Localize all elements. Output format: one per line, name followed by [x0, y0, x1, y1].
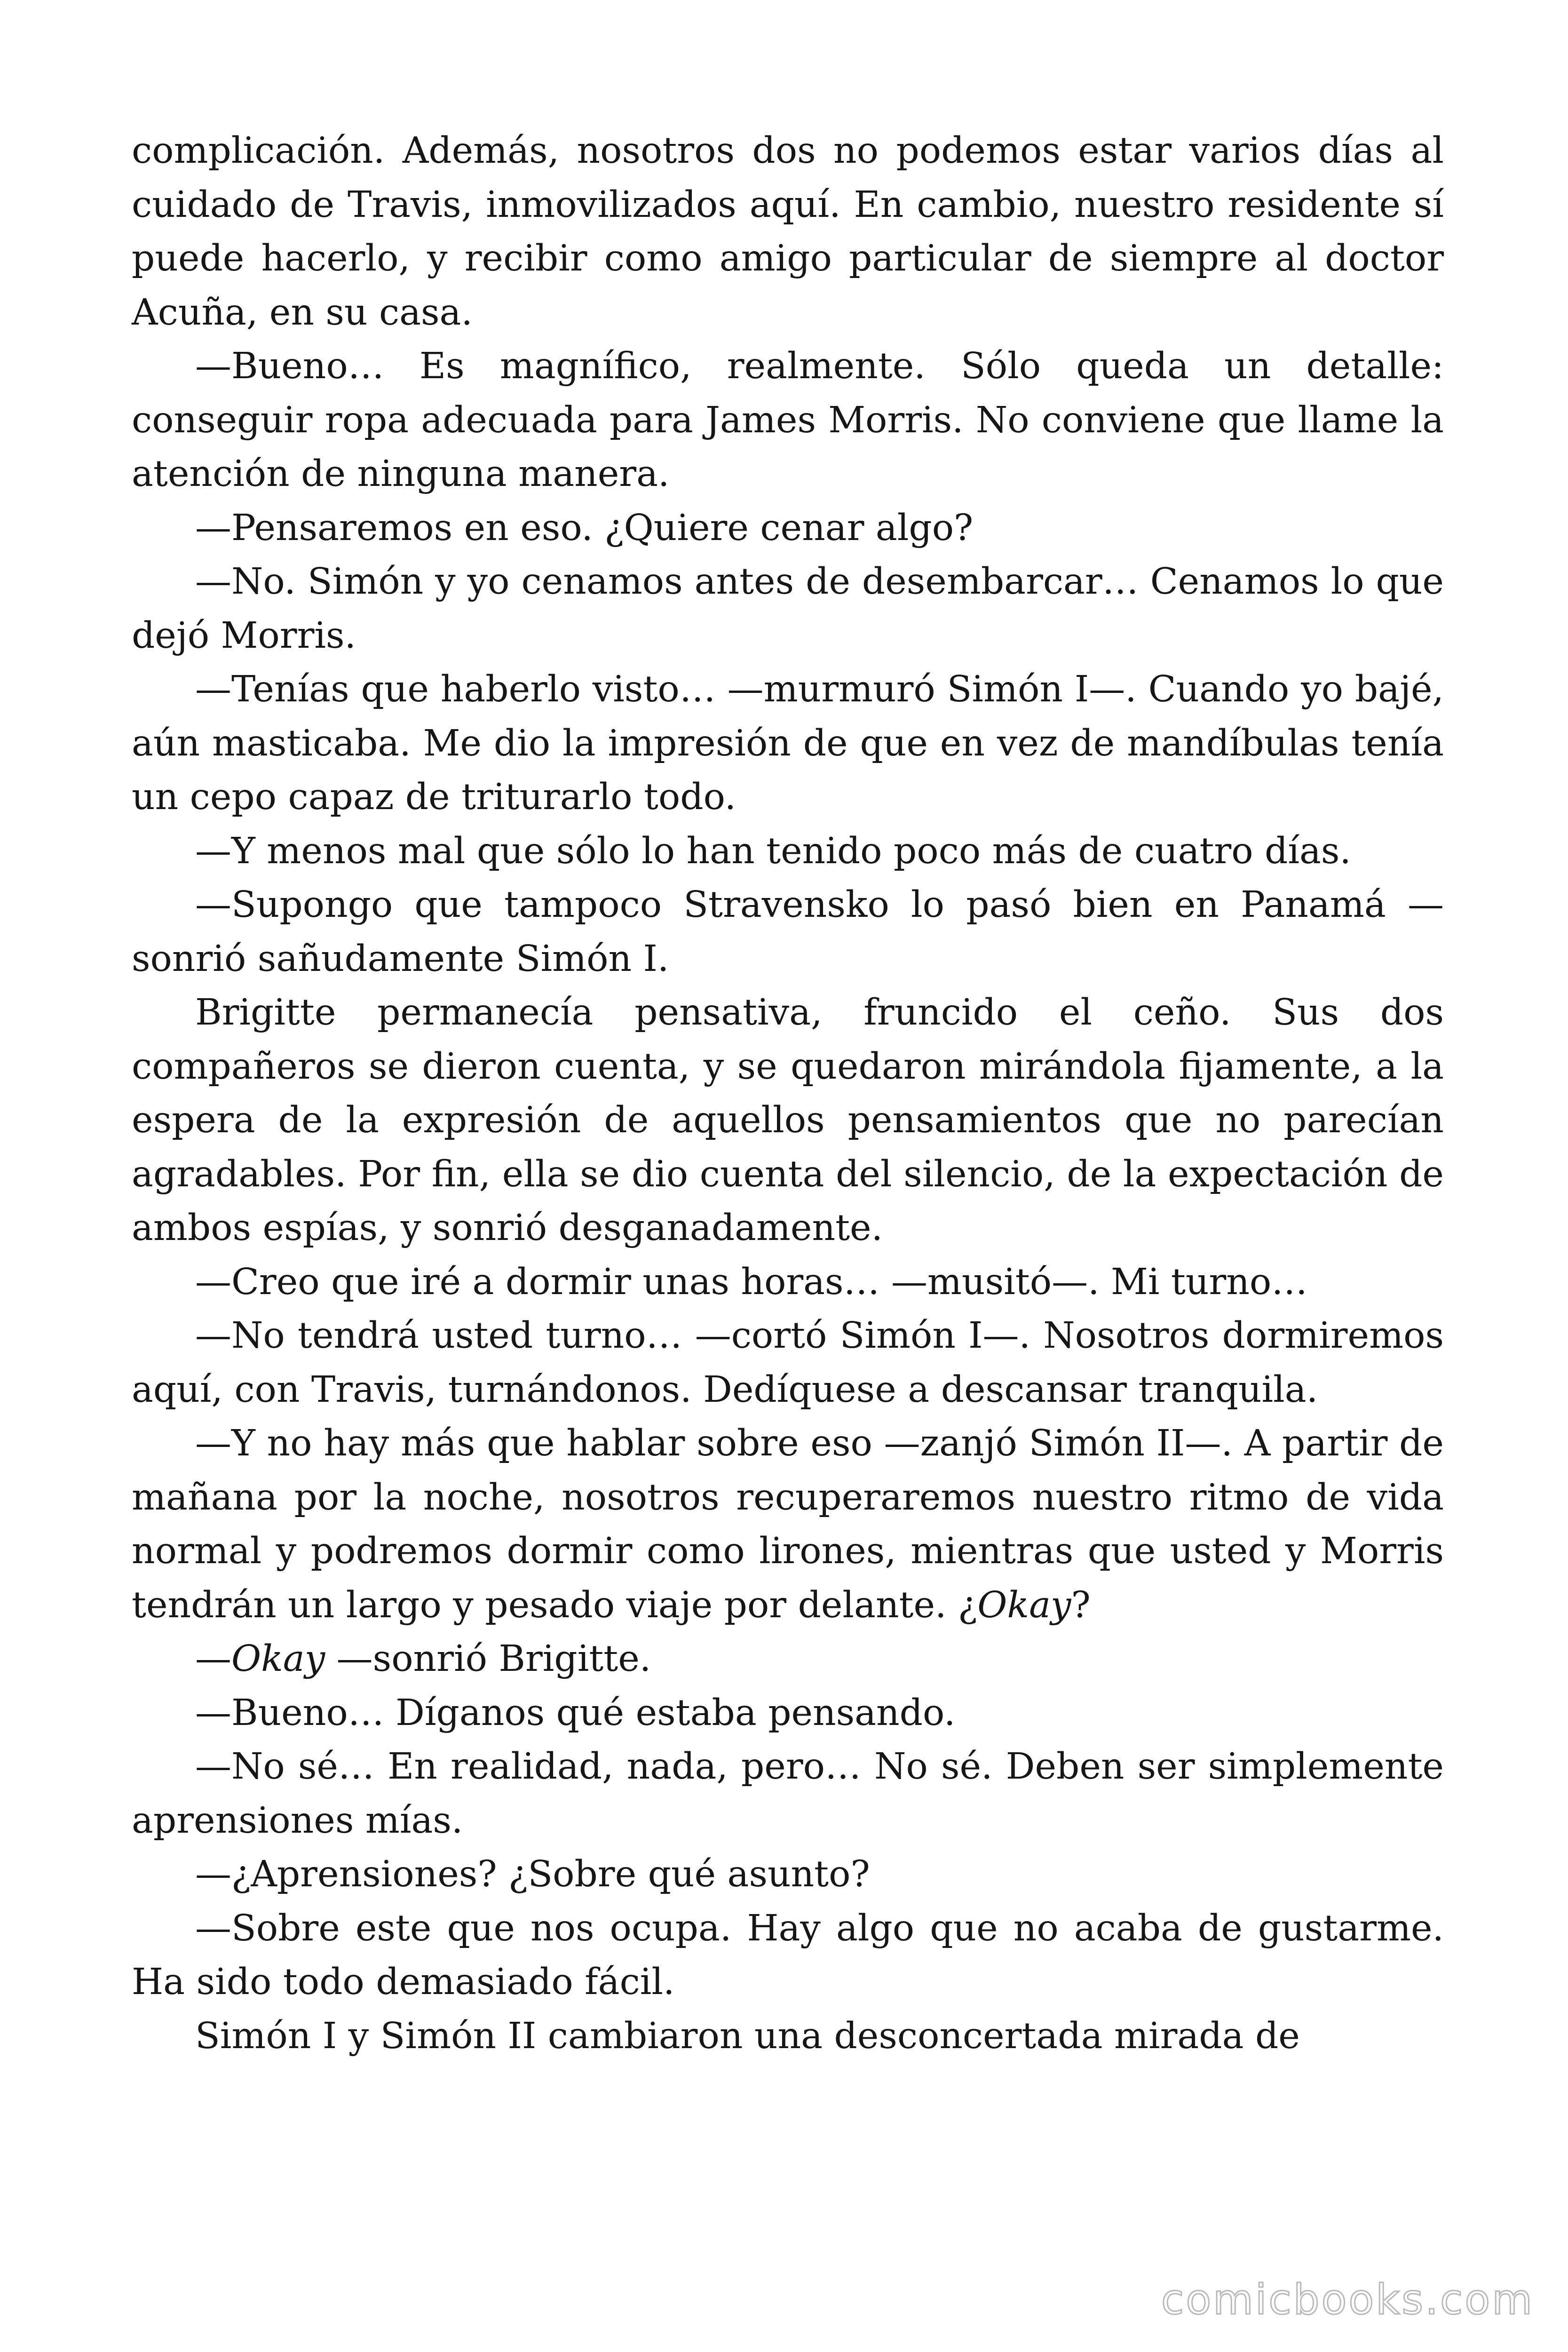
paragraph-text: —Y menos mal que sólo lo han tenido poco más de cuatro días.	[195, 830, 1351, 872]
paragraph-text: —Pensaremos en eso. ¿Quiere cenar algo?	[195, 507, 974, 549]
book-page-text	[132, 124, 1444, 2063]
paragraph-text: —Creo que iré a dormir unas horas… —musitó—. Mi turno…	[195, 1261, 1308, 1303]
italic-text: Okay	[977, 1584, 1071, 1626]
paragraph	[132, 825, 1444, 879]
paragraph-text: —Y no hay más que hablar sobre eso —zanjó Simón II—. A partir de mañana por la noche, nosotros recuperaremos nuestro ritmo de vida normal y podremos dormir como lirones, mientras que usted y Morris tendrán un largo y pesado viaje por delante. ¿	[132, 1422, 1444, 1626]
paragraph-text: —No tendrá usted turno… —cortó Simón I—. Nosotros dormiremos aquí, con Travis, turnándonos. Dedíquese a descansar tranquila.	[132, 1315, 1444, 1411]
paragraph-text: —Bueno… Es magnífico, realmente. Sólo queda un detalle: conseguir ropa adecuada para James Morris. No conviene que llame la atención de ninguna manera.	[132, 345, 1444, 495]
paragraph-text: complicación. Además, nosotros dos no podemos estar varios días al cuidado de Travis, inmovilizados aquí. En cambio, nuestro residente sí puede hacerlo, y recibir como amigo particular de siempre al doctor Acuña, en su casa.	[132, 130, 1444, 334]
paragraph	[132, 663, 1444, 825]
paragraph	[132, 1255, 1444, 1310]
paragraph	[132, 1848, 1444, 1902]
paragraph-text: —¿Aprensiones? ¿Sobre qué asunto?	[195, 1853, 870, 1895]
paragraph-text: —Sobre este que nos ocupa. Hay algo que no acaba de gustarme. Ha sido todo demasiado fácil.	[132, 1907, 1444, 2003]
watermark: comicbooks.com	[1161, 2275, 1534, 2324]
paragraph-text: —No sé… En realidad, nada, pero… No sé. Deben ser simplemente aprensiones mías.	[132, 1746, 1444, 1842]
paragraph-text: —No. Simón y yo cenamos antes de desembarcar… Cenamos lo que dejó Morris.	[132, 561, 1444, 657]
paragraph-text: —Bueno… Díganos qué estaba pensando.	[195, 1692, 956, 1734]
paragraph	[132, 986, 1444, 1255]
paragraph	[132, 1686, 1444, 1740]
paragraph	[132, 124, 1444, 340]
paragraph-text: Brigitte permanecía pensativa, fruncido el ceño. Sus dos compañeros se dieron cuenta, y se quedaron mirándola fijamente, a la espera de la expresión de aquellos pensamientos que no parecían agradables. Por fin, ella se dio cuenta del silencio, de la expectación de ambos espías, y sonrió desganadamente.	[132, 992, 1444, 1249]
paragraph-text: —Tenías que haberlo visto… —murmuró Simón I—. Cuando yo bajé, aún masticaba. Me dio la impresión de que en vez de mandíbulas tenía un cepo capaz de triturarlo todo.	[132, 668, 1444, 818]
paragraph	[132, 1309, 1444, 1417]
paragraph	[132, 878, 1444, 986]
paragraph-text: ?	[1071, 1584, 1091, 1626]
paragraph	[132, 1632, 1444, 1686]
paragraph	[132, 1417, 1444, 1632]
paragraph-text: —Supongo que tampoco Stravensko lo pasó bien en Panamá —sonrió sañudamente Simón I.	[132, 884, 1444, 980]
paragraph	[132, 1902, 1444, 2010]
paragraph-text: —	[195, 1638, 231, 1680]
paragraph	[132, 501, 1444, 556]
paragraph	[132, 555, 1444, 663]
paragraph	[132, 340, 1444, 501]
paragraph	[132, 2010, 1444, 2064]
italic-text: Okay	[231, 1638, 325, 1680]
paragraph-text: Simón I y Simón II cambiaron una desconcertada mirada de	[195, 2015, 1300, 2057]
paragraph-text: —sonrió Brigitte.	[325, 1638, 651, 1680]
paragraph	[132, 1740, 1444, 1848]
